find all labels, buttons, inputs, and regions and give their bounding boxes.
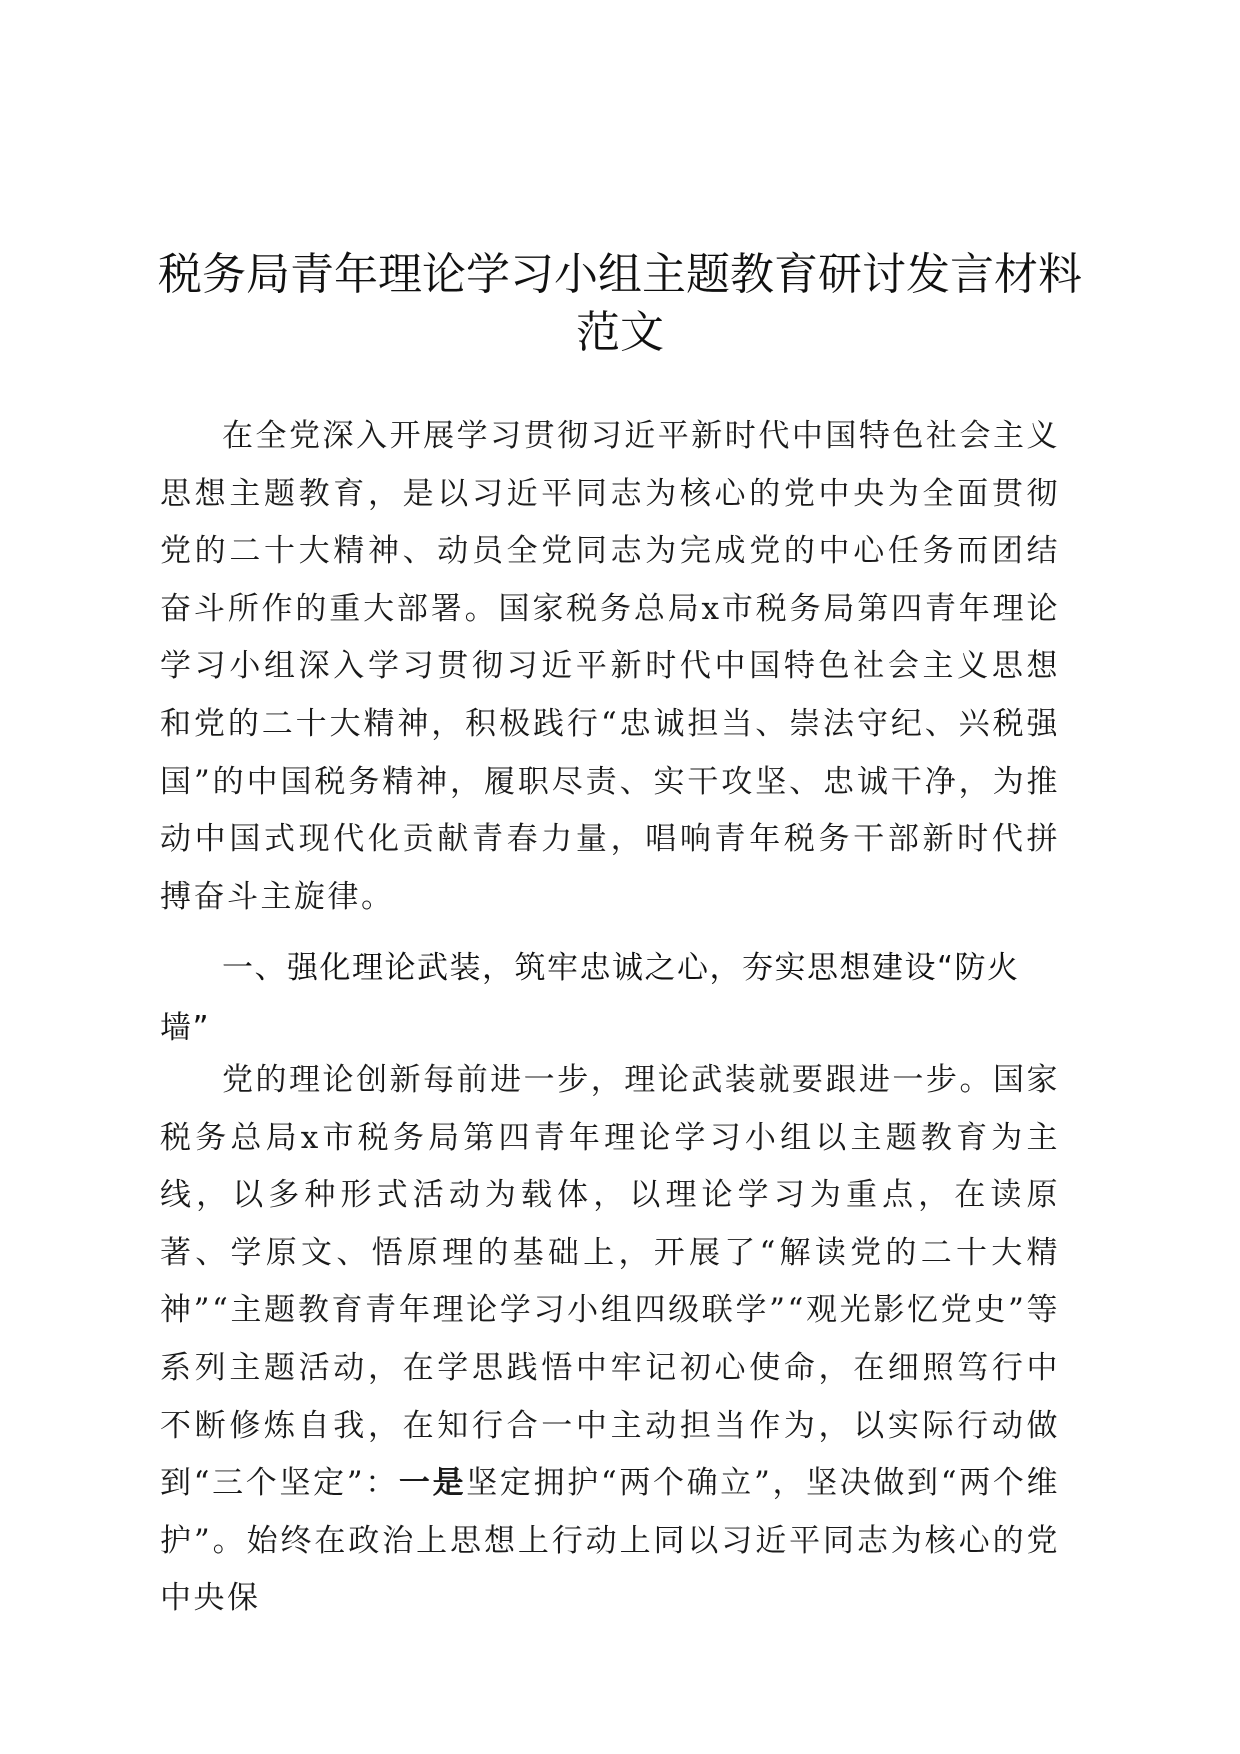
section-heading-1: 一、强化理论武装，筑牢忠诚之心，夯实思想建设“防火墙”	[160, 950, 1020, 1046]
section-1-text-part1: 党的理论创新每前进一步，理论武装就要跟进一步。国家税务总局x市税务局第四青年理论学习小组以主题教育为主线，以多种形式活动为载体，以理论学习为重点，在读原著、学原文、悟原理的基础上，开展了“解读党的二十大精神”“主题教育青年理论学习小组四级联学”“观光影忆党史”等系列主题活动，在学思践悟中牢记初心使命，在细照笃行中不断修炼自我，在知行合一中主动担当作为，以实际行动做到“三个坚定”：	[160, 1062, 1060, 1502]
section-1-paragraph	[160, 1052, 1060, 1628]
bold-marker-yishi: 一是	[398, 1465, 467, 1502]
section-1-text-part2: 坚定拥护“两个确立”，坚决做到“两个维护”。始终在政治上思想上行动上同以习近平同志为核心的党中央保	[160, 1465, 1061, 1617]
document-title: 税务局青年理论学习小组主题教育研讨发言材料范文	[158, 249, 1082, 358]
intro-paragraph: 在全党深入开展学习贯彻习近平新时代中国特色社会主义思想主题教育，是以习近平同志为核心的党中央为全面贯彻党的二十大精神、动员全党同志为完成党的中心任务而团结奋斗所作的重大部署。国家税务总局x市税务局第四青年理论学习小组深入学习贯彻习近平新时代中国特色社会主义思想和党的二十大精神，积极践行“忠诚担当、崇法守纪、兴税强国”的中国税务精神，履职尽责、实干攻坚、忠诚干净，为推动中国式现代化贡献青春力量，唱响青年税务干部新时代拼搏奋斗主旋律。	[160, 418, 1060, 915]
